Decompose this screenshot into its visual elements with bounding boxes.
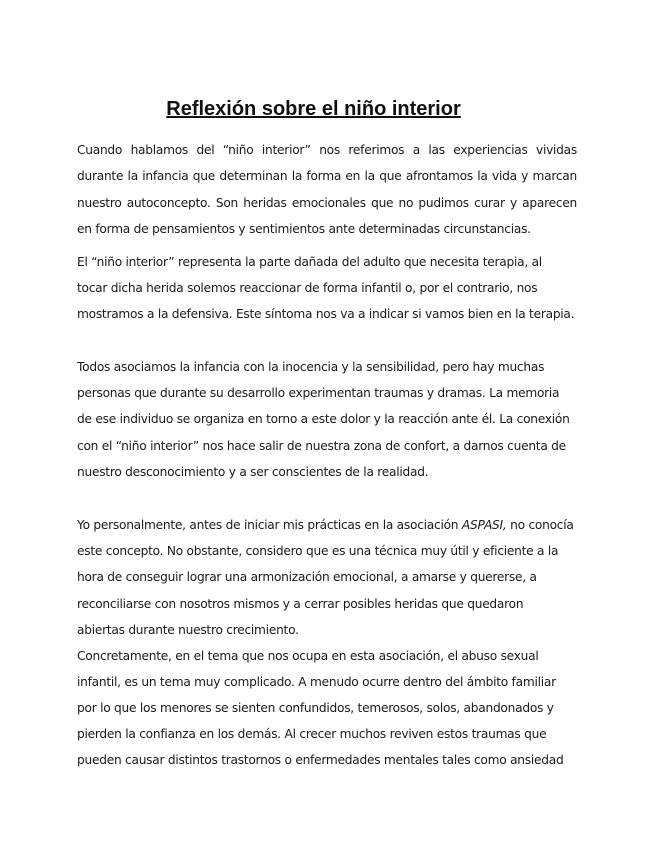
text-line: Todos asociamos la infancia con la inocencia y la sensibilidad, pero hay muchas <box>77 360 545 374</box>
text-segment: no conocía <box>506 518 574 532</box>
text-segment: Yo personalmente, antes de iniciar mis prácticas en la asociación <box>77 518 462 532</box>
text-line: infantil, es un tema muy complicado. A menudo ocurre dentro del ámbito familiar <box>77 675 556 689</box>
text-line: de ese individuo se organiza en torno a este dolor y la reacción ante él. La conexión <box>77 412 570 426</box>
text-line: con el “niño interior” nos hace salir de nuestra zona de confort, a darnos cuenta de <box>77 439 566 453</box>
text-line: hora de conseguir lograr una armonización emocional, a amarse y quererse, a <box>77 570 537 584</box>
text-line: mostramos a la defensiva. Este síntoma nos va a indicar si vamos bien en la terapia. <box>77 307 575 321</box>
text-line: pierden la confianza en los demás. Al crecer muchos reviven estos traumas que <box>77 727 547 741</box>
text-line <box>77 516 577 534</box>
text-line: nuestro desconocimiento y a ser conscientes de la realidad. <box>77 465 429 479</box>
organization-name: ASPASI, <box>461 518 507 532</box>
text-line: este concepto. No obstante, considero que es una técnica muy útil y eficiente a la <box>77 544 559 558</box>
text-line: en forma de pensamientos y sentimientos ante determinadas circunstancias. <box>77 222 531 236</box>
text-line: Concretamente, en el tema que nos ocupa en esta asociación, el abuso sexual <box>77 649 539 663</box>
text-line: tocar dicha herida solemos reaccionar de forma infantil o, por el contrario, nos <box>77 281 538 295</box>
text-line: Cuando hablamos del “niño interior” nos referimos a las experiencias vividas <box>77 143 577 157</box>
text-line: abiertas durante nuestro crecimiento. <box>77 623 299 637</box>
text-line: pueden causar distintos trastornos o enfermedades mentales tales como ansiedad <box>77 753 564 767</box>
text-line: personas que durante su desarrollo experimentan traumas y dramas. La memoria <box>77 386 560 400</box>
text-line: El “niño interior” representa la parte dañada del adulto que necesita terapia, al <box>77 255 542 269</box>
text-line: nuestro autoconcepto. Son heridas emocionales que no pudimos curar y aparecen <box>77 196 577 210</box>
text-line: reconciliarse con nosotros mismos y a cerrar posibles heridas que quedaron <box>77 597 524 611</box>
document-title: Reflexión sobre el niño interior <box>166 98 461 120</box>
text-line: por lo que los menores se sienten confundidos, temerosos, solos, abandonados y <box>77 701 554 715</box>
text-line: durante la infancia que determinan la forma en la que afrontamos la vida y marcan <box>77 169 577 183</box>
